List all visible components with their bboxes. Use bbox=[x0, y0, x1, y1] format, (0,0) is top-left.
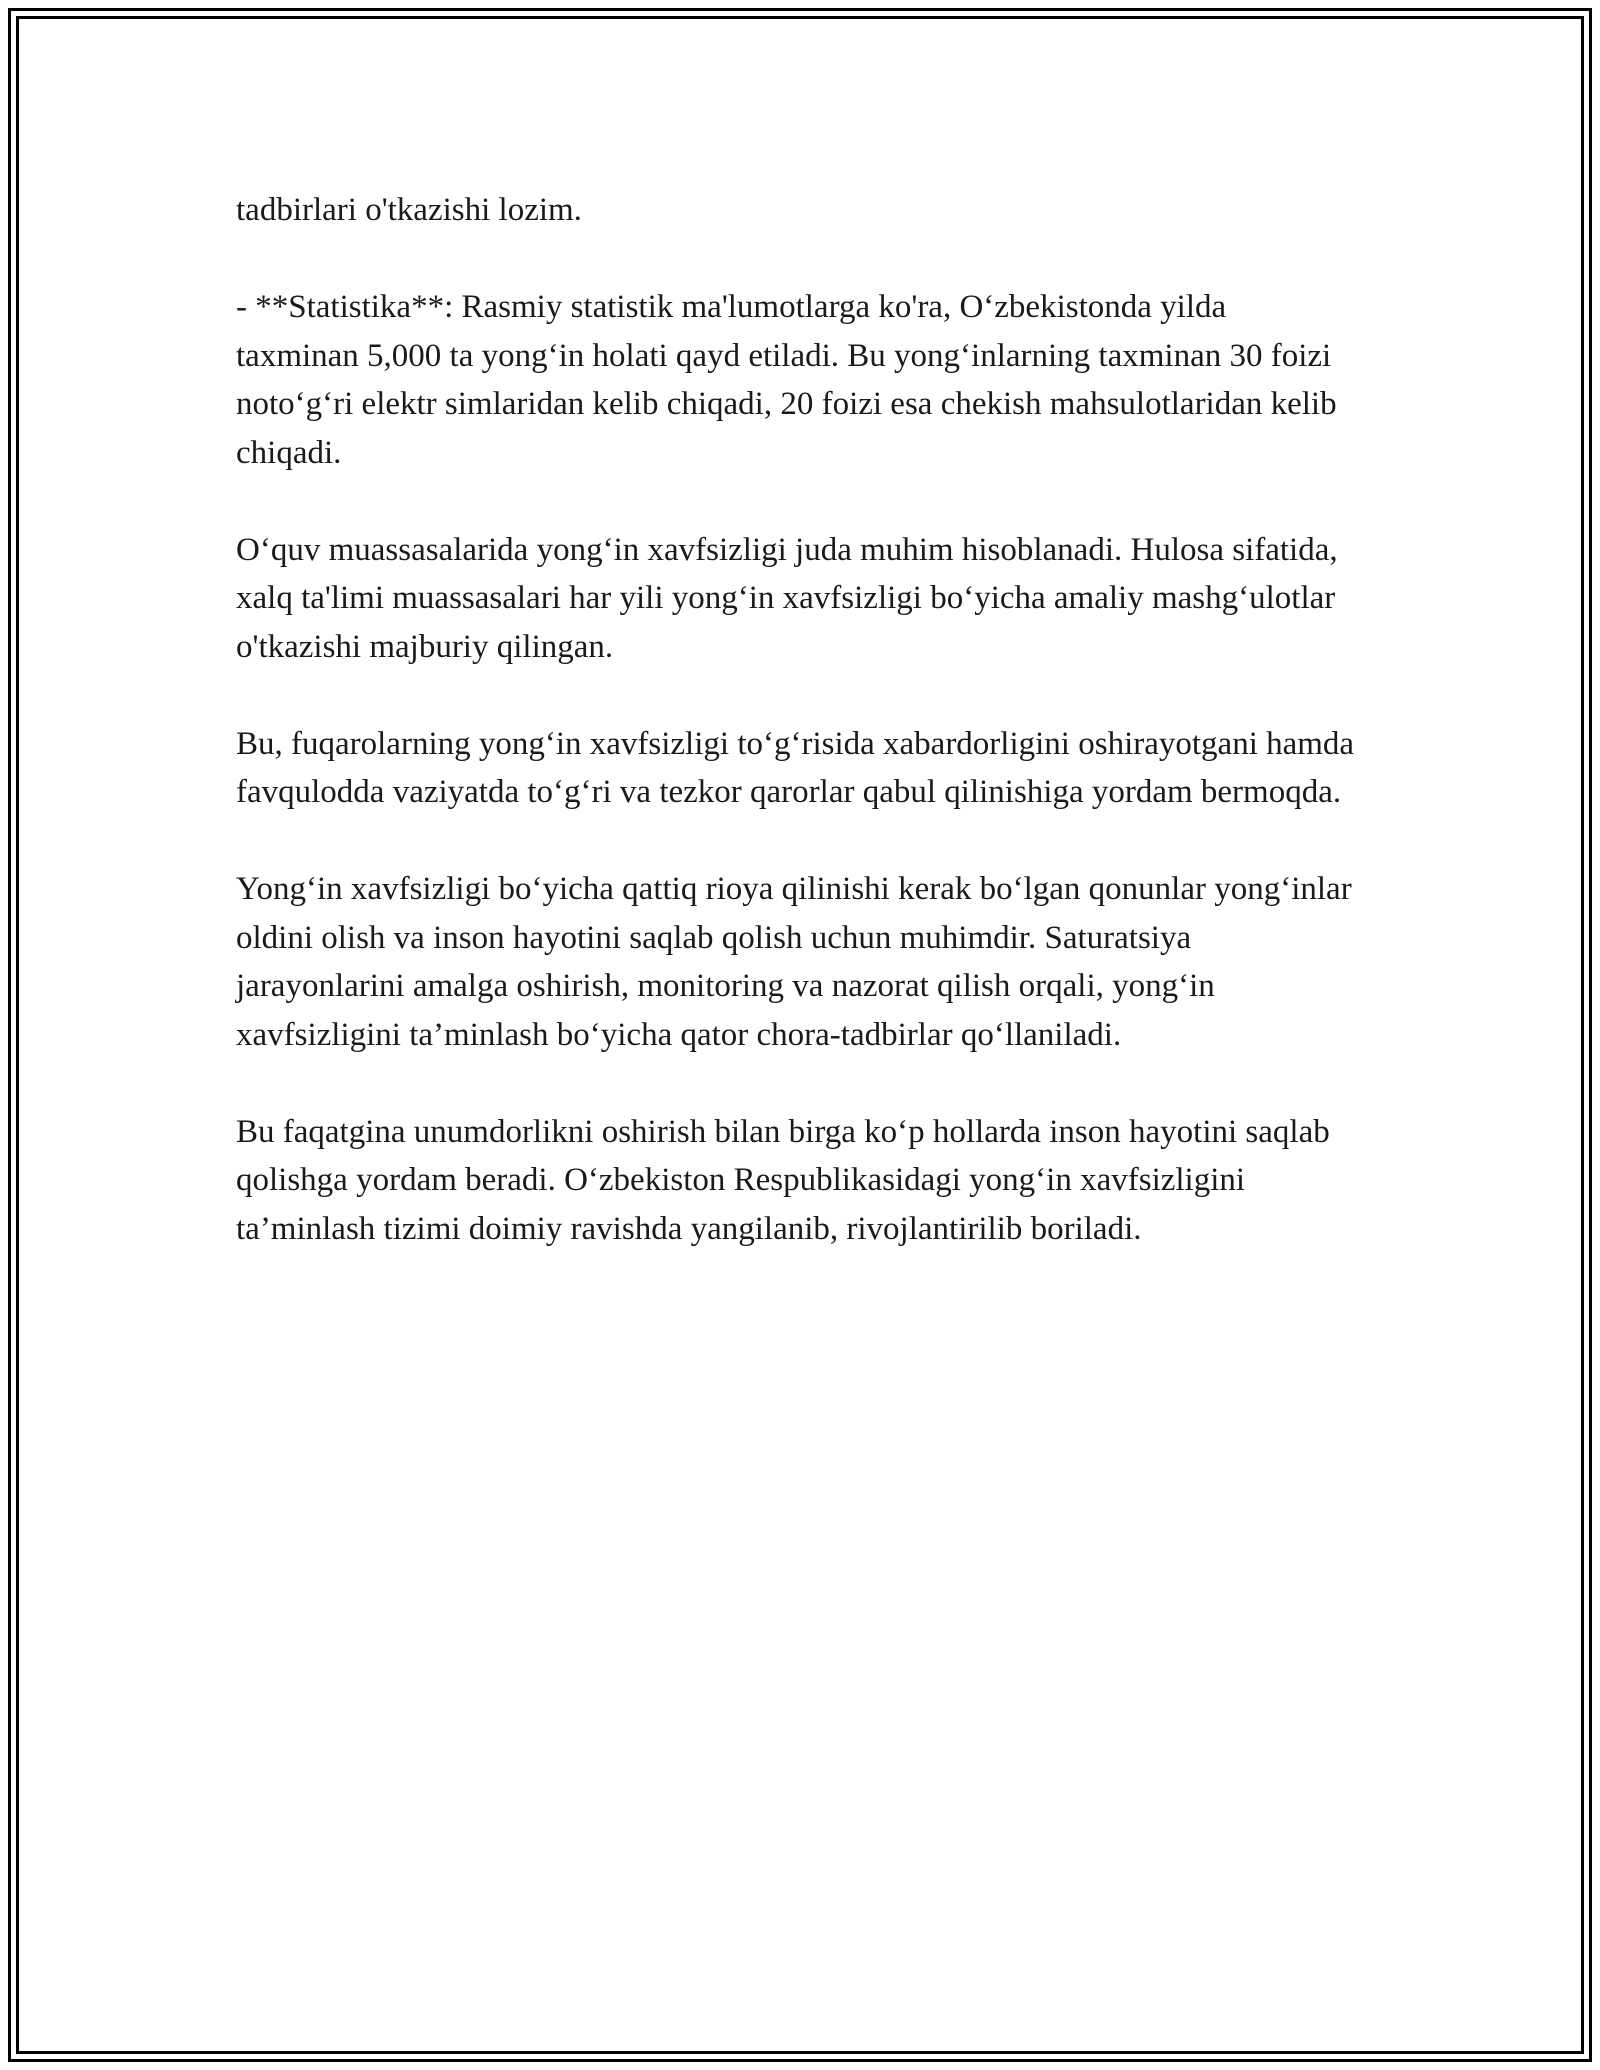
document-body bbox=[236, 186, 1356, 1302]
paragraph-statistics: - **Statistika**: Rasmiy statistik ma'lumotlarga ko'ra, O‘zbekistonda yilda taxminan 5,000 ta yong‘in holati qayd etiladi. Bu yong‘inlarning taxminan 30 foizi noto‘g‘ri elektr simlaridan kelib chiqadi, 20 foizi esa chekish mahsulotlaridan kelib chiqadi. bbox=[236, 289, 1337, 471]
paragraph-continuation: tadbirlari o'tkazishi lozim. bbox=[236, 192, 582, 228]
paragraph-education: O‘quv muassasalarida yong‘in xavfsizligi juda muhim hisoblanadi. Hulosa sifatida, xalq ta'limi muassasalari har yili yong‘in xavfsizligi bo‘yicha amaliy mashg‘ulotlar o'tkazishi majburiy qilingan. bbox=[236, 531, 1338, 665]
paragraph-regulations: Yong‘in xavfsizligi bo‘yicha qattiq rioya qilinishi kerak bo‘lgan qonunlar yong‘inlar oldini olish va inson hayotini saqlab qolish uchun muhimdir. Saturatsiya jarayonlarini amalga oshirish, monitoring va nazorat qilish orqali, yong‘in xavfsizligini ta’minlash bo‘yicha qator chora-tadbirlar qo‘llaniladi. bbox=[236, 871, 1352, 1053]
paragraph-awareness: Bu, fuqarolarning yong‘in xavfsizligi to‘g‘risida xabardorligini oshirayotgani hamda favqulodda vaziyatda to‘g‘ri va tezkor qarorlar qabul qilinishiga yordam bermoqda. bbox=[236, 725, 1355, 810]
paragraph-conclusion: Bu faqatgina unumdorlikni oshirish bilan birga ko‘p hollarda inson hayotini saqlab qolishga yordam beradi. O‘zbekiston Respublikasidagi yong‘in xavfsizligini ta’minlash tizimi doimiy ravishda yangilanib, rivojlantirilib boriladi. bbox=[236, 1113, 1330, 1247]
